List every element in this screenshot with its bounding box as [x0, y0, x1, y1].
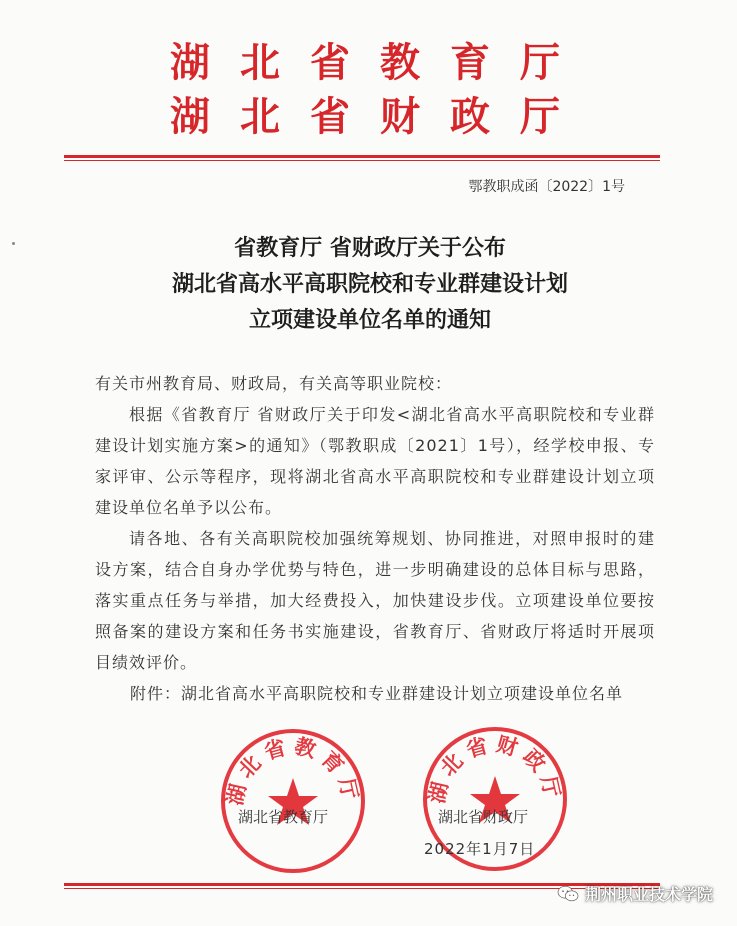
- issuer-header-education: 湖北省教育厅: [170, 40, 590, 86]
- signer-finance: 湖北省财政厅: [438, 808, 529, 826]
- attachment: [130, 678, 650, 709]
- paragraph-1: 根据《省教育厅 省财政厅关于印发<湖北省高水平高职院校和专业群建设计划实施方案>的通知》（鄂教职成〔2021〕1号），经学校申报、专家评审、公示等程序，现将湖北省高水平高职院校和专业群建设计划立项建设单位名单予以公布。: [95, 405, 655, 517]
- source-watermark: [557, 882, 713, 905]
- watermark-text: 荆州职业技术学院: [584, 885, 713, 904]
- attachment-label: 附件：: [130, 684, 182, 703]
- attachment-link[interactable]: 湖北省高水平高职院校和专业群建设计划立项建设单位名单: [181, 684, 624, 703]
- salutation: 有关市州教育局、财政局，有关高等职业院校：: [95, 374, 453, 393]
- header-red-rule: [64, 155, 660, 158]
- wechat-icon: [557, 884, 579, 904]
- document-number: 鄂教职成函〔2022〕1号: [468, 179, 625, 195]
- paragraph-2: 请各地、各有关高职院校加强统筹规划、协同推进，对照申报时的建设方案，结合自身办学优势与特色，进一步明确建设的总体目标与思路，落实重点任务与举措，加大经费投入，加快建设步伐。立项建设单位要按照备案的建设方案和任务书实施建设，省教育厅、省财政厅将适时开展项目绩效评价。: [95, 529, 655, 672]
- document-title-line-1: 省教育厅 省财政厅关于公布: [234, 236, 506, 261]
- document-title-line-2: 湖北省高水平高职院校和专业群建设计划: [171, 272, 568, 297]
- issue-date: 2022年1月7日: [424, 840, 536, 858]
- document-title-line-3: 立项建设单位名单的通知: [248, 308, 491, 333]
- seal-education: [218, 726, 368, 876]
- issuer-header-finance: 湖北省财政厅: [170, 94, 590, 140]
- signer-education: 湖北省教育厅: [238, 808, 329, 826]
- seal-finance-text: 湖北省财政厅: [424, 731, 566, 806]
- header-red-rule-thin: [64, 160, 660, 161]
- scan-speck: [12, 242, 15, 245]
- seal-education-text: 湖北省教育厅: [222, 733, 364, 808]
